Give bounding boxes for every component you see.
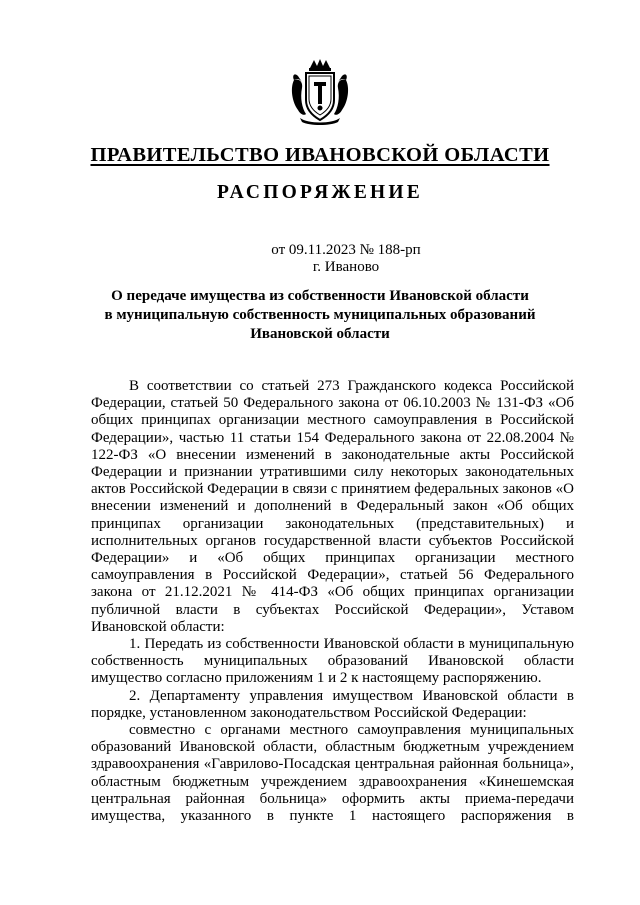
- paragraph-preamble: В соответствии со статьей 273 Гражданского кодекса Российской Федерации, статьей 50 Федерального закона от 06.10.2003 № 131-ФЗ «Об общих принципах организации местного самоуправления в Российской Федерации», частью 11 статьи 154 Федерального закона от 22.08.2004 № 122-ФЗ «О внесении изменений в законодательные акты Российской Федерации и признании утратившими силу некоторых законодательных актов Российской Федерации в связи с принятием федеральных законов «О внесении изменений и дополнений в Федеральный закон «Об общих принципах организации законодательных (представительных) и исполнительных органов государственной власти субъектов Российской Федерации» и «Об общих принципах организации местного самоуправления в Российской Федерации», статьей 56 Федерального закона от 21.12.2021 № 414-ФЗ «Об общих принципах организации публичной власти в субъектах Российской Федерации», Уставом Ивановской области:: [91, 378, 574, 635]
- document-type-heading: РАСПОРЯЖЕНИЕ: [217, 182, 423, 203]
- document-body: [91, 378, 574, 825]
- paragraph-item-2: 2. Департаменту управления имуществом Ивановской области в порядке, установленном законодательством Российской Федерации:: [91, 687, 574, 721]
- paragraph-item-2-subitem: совместно с органами местного самоуправления муниципальных образований Ивановской области, областным бюджетным учреждением здравоохранения «Гаврилово-Посадская центральная районная больница», областным бюджетным учреждением здравоохранения «Кинешемская центральная районная больница» оформить акты приема-передачи имущества, указанного в пункте 1 настоящего распоряжения в: [91, 722, 574, 825]
- paragraph-item-1: 1. Передать из собственности Ивановской области в муниципальную собственность муниципальных образований Ивановской области имущество согласно приложениям 1 и 2 к настоящему распоряжению.: [91, 636, 574, 687]
- document-date-number: от 09.11.2023 № 188-рп: [271, 242, 421, 258]
- subject-line-3: Ивановской области: [250, 326, 390, 342]
- subject-line-2: в муниципальную собственность муниципальных образований: [104, 307, 536, 323]
- document-subject: [70, 287, 570, 344]
- coat-of-arms-emblem-icon: [288, 58, 352, 126]
- government-title-text: ПРАВИТЕЛЬСТВО ИВАНОВСКОЙ ОБЛАСТИ: [90, 144, 550, 166]
- subject-line-1: О передаче имущества из собственности Ивановской области: [111, 288, 529, 304]
- government-title: [0, 143, 640, 167]
- document-city: г. Иваново: [312, 259, 380, 275]
